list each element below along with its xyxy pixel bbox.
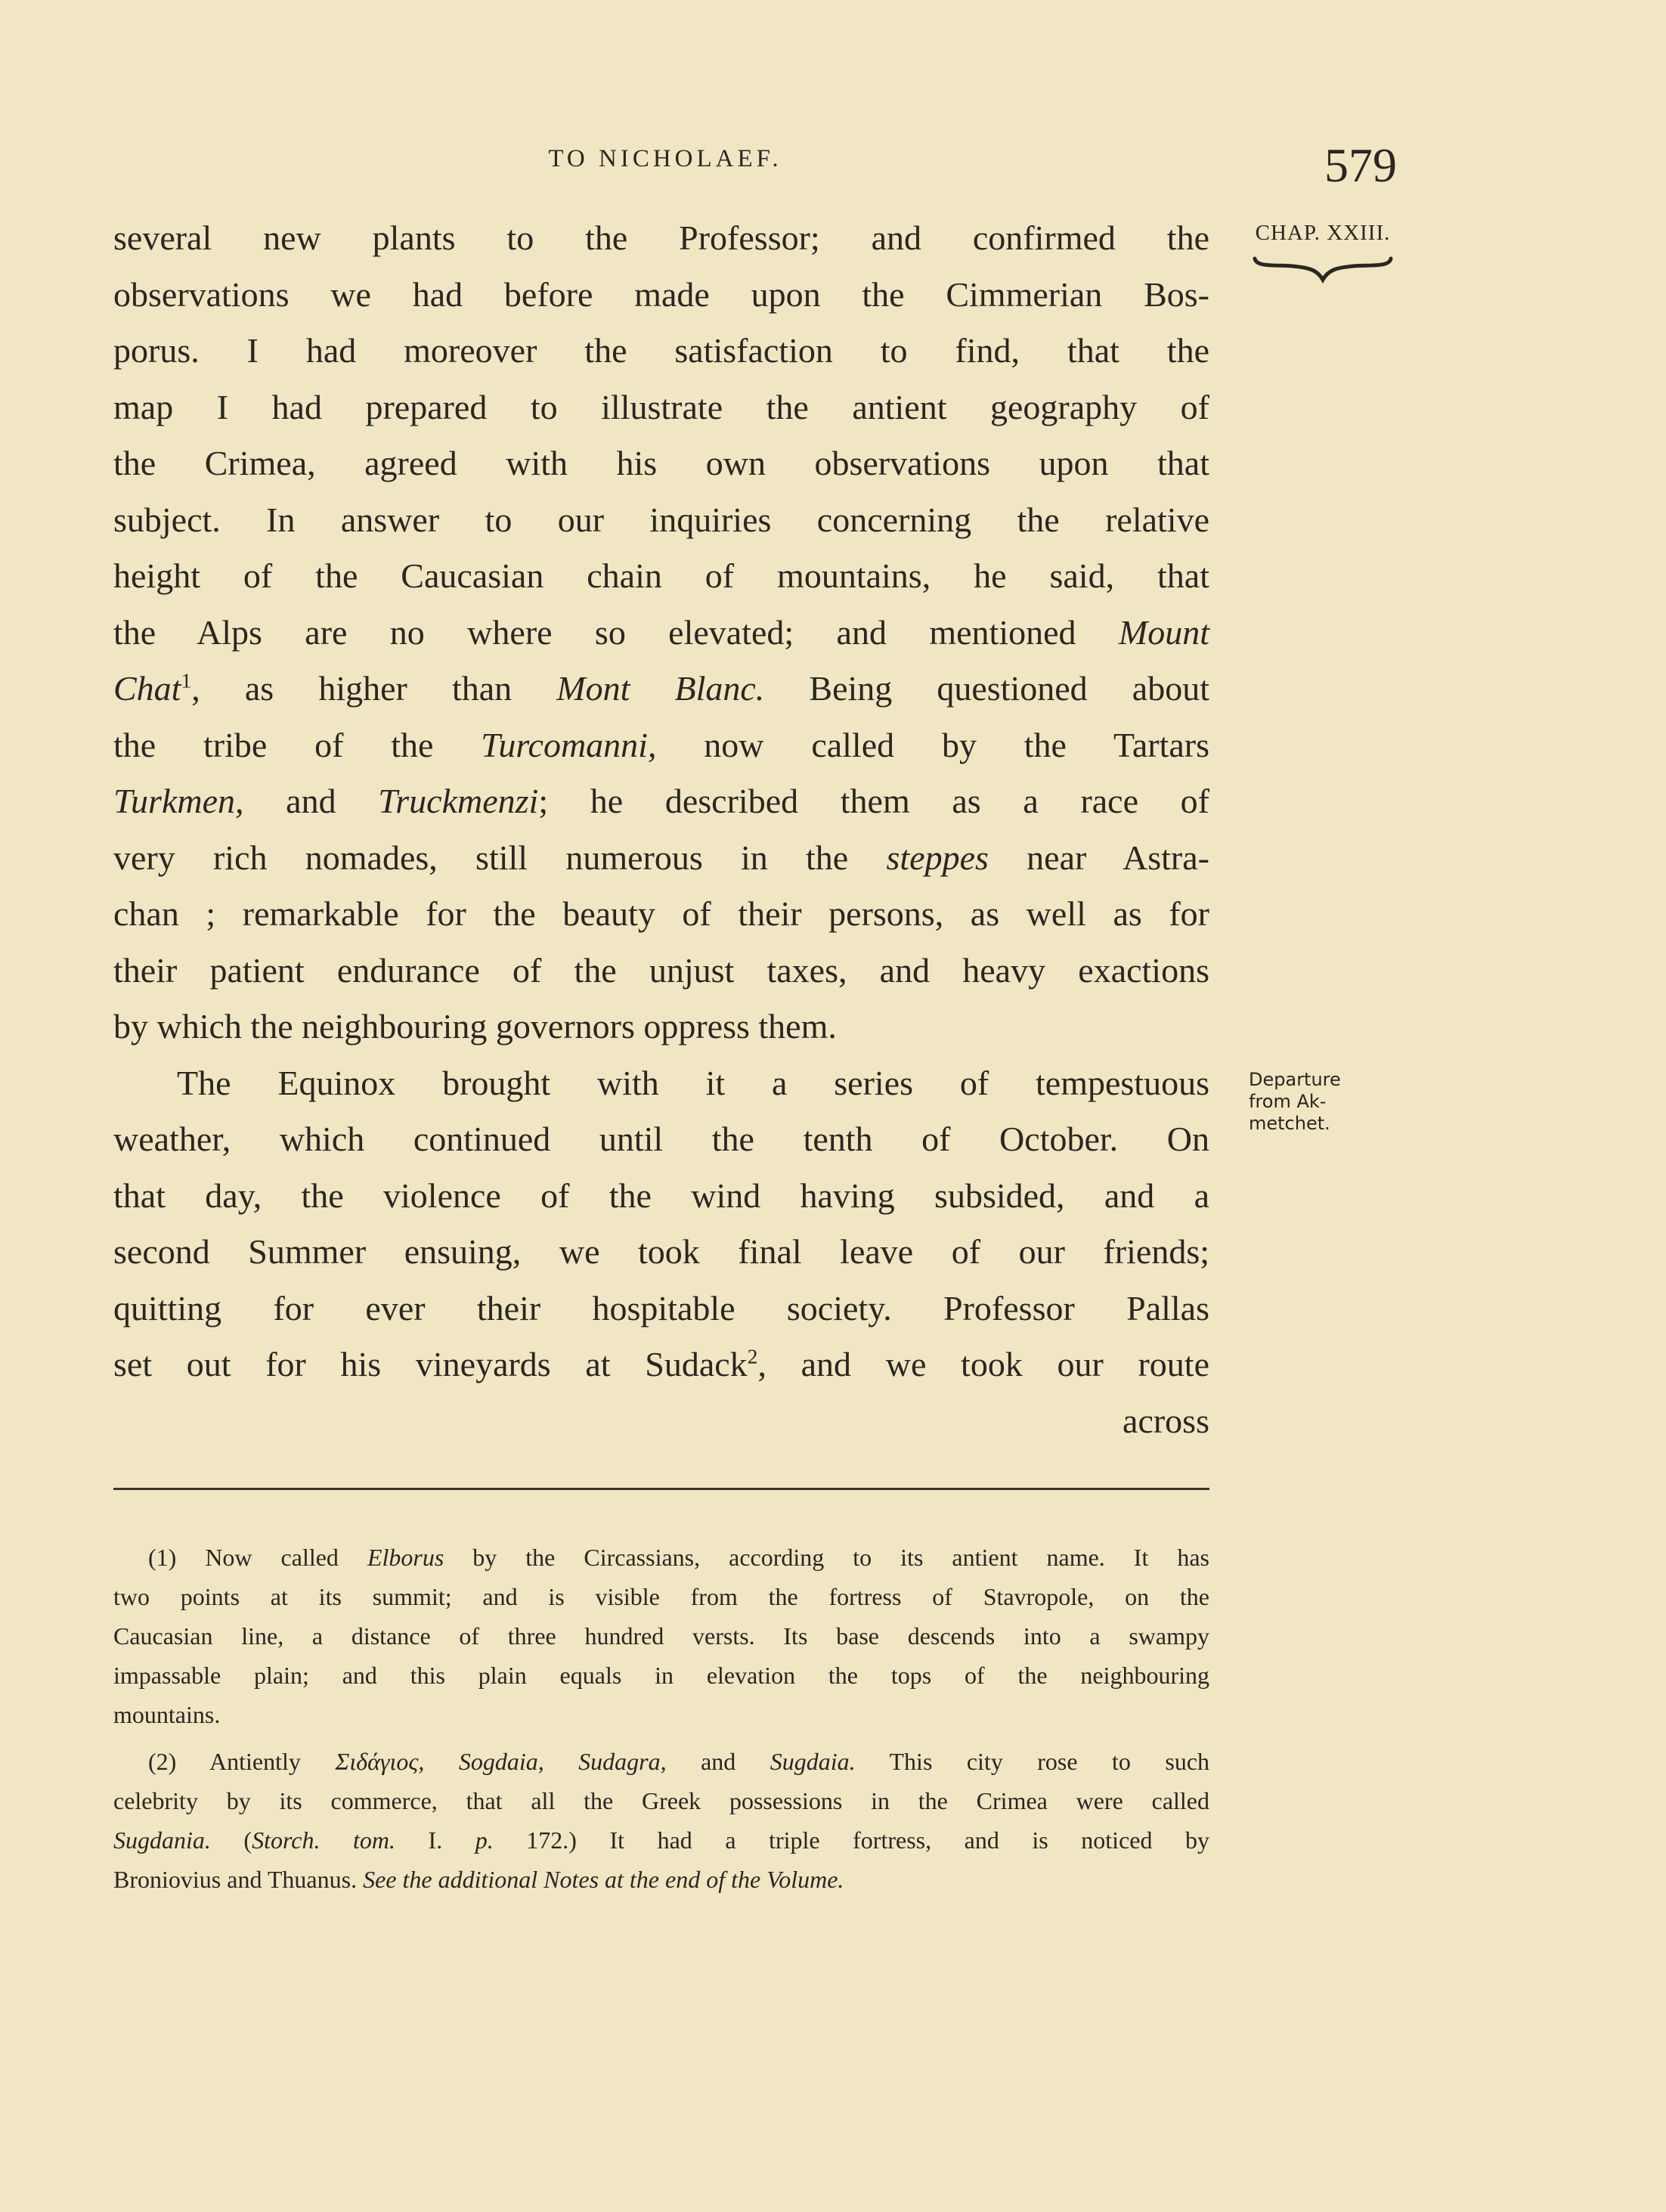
- marginal-note-line: from Ak-: [1249, 1091, 1327, 1112]
- text-line: their patient endurance of the unjust taxes, and heavy exactions: [113, 950, 1209, 990]
- text-line: several new plants to the Professor; and confirmed the: [113, 218, 1209, 257]
- text-line: set out for his vineyards at Sudack$^2$, and we took our route: [113, 1344, 1209, 1383]
- running-title: TO NICHOLAEF.: [548, 145, 782, 172]
- text-line: the Crimea, agreed with his own observations upon that: [113, 444, 1209, 482]
- text-line: the tribe of the Turcomanni, now called by the Tartars: [113, 725, 1209, 764]
- footnote-line: two points at its summit; and is visible from the fortress of Stavropole, on the: [113, 1583, 1209, 1610]
- marginal-note-line: Departure: [1249, 1069, 1341, 1090]
- footnote-line: impassable plain; and this plain equals in elevation the tops of the neighbouring: [113, 1662, 1209, 1689]
- footnote-divider: [113, 1488, 1209, 1490]
- marginal-note-line: metchet.: [1249, 1113, 1330, 1134]
- text-line: Chat$^1$, as higher than Mont Blanc. Being questioned about: [113, 668, 1209, 708]
- text-line: map I had prepared to illustrate the antient geography of: [113, 387, 1209, 426]
- text-line: subject. In answer to our inquiries concerning the relative: [113, 500, 1209, 539]
- page-number: 579: [1324, 138, 1397, 192]
- text-line: the Alps are no where so elevated; and mentioned Mount: [113, 612, 1209, 652]
- chapter-marker: CHAP. XXIII.: [1255, 221, 1391, 245]
- text-line: The Equinox brought with it a series of tempestuous: [177, 1063, 1209, 1102]
- text-line: chan ; remarkable for the beauty of their persons, as well as for: [113, 894, 1209, 933]
- brace-ornament: [1247, 254, 1398, 292]
- footnote-ref: 2: [747, 1344, 758, 1368]
- footnote-line: Sugdania. (Storch. tom. I. p. 172.) It had a triple fortress, and is noticed by: [113, 1826, 1210, 1854]
- footnote-line: (2) Antiently Σιδάγιος, Sogdaia, Sudagra, and Sugdaia. This city rose to such: [148, 1748, 1210, 1775]
- text-line: observations we had before made upon the Cimmerian Bos-: [113, 274, 1209, 314]
- text-line: Turkmen, and Truckmenzi; he described them as a race of: [113, 782, 1209, 820]
- text-line: porus. I had moreover the satisfaction to find, that the: [113, 331, 1209, 370]
- text-line: quitting for ever their hospitable society. Professor Pallas: [113, 1288, 1209, 1328]
- text-line: that day, the violence of the wind having subsided, and a: [113, 1176, 1209, 1215]
- footnote-line: (1) Now called Elborus by the Circassians, according to its antient name. It has: [148, 1544, 1210, 1571]
- footnote-ref: 1: [181, 668, 192, 692]
- footnote-line: mountains.: [113, 1701, 221, 1728]
- footnote-line: celebrity by its commerce, that all the Greek possessions in the Crimea were called: [113, 1787, 1209, 1814]
- footnote-line: Caucasian line, a distance of three hundred versts. Its base descends into a swampy: [113, 1622, 1209, 1650]
- marginal-note: [1249, 1069, 1392, 1135]
- footnote-line: Broniovius and Thuanus. See the additional Notes at the end of the Volume.: [113, 1866, 844, 1893]
- text-line: very rich nomades, still numerous in the steppes near Astra-: [113, 838, 1209, 877]
- text-line: second Summer ensuing, we took final leave of our friends;: [113, 1232, 1209, 1271]
- text-line: by which the neighbouring governors oppress them.: [113, 1007, 837, 1046]
- catchword: across: [1123, 1401, 1209, 1440]
- text-line: height of the Caucasian chain of mountains, he said, that: [113, 556, 1209, 595]
- text-line: weather, which continued until the tenth of October. On: [113, 1120, 1209, 1158]
- footnotes: [113, 1538, 1209, 1899]
- main-text: [113, 210, 1209, 1449]
